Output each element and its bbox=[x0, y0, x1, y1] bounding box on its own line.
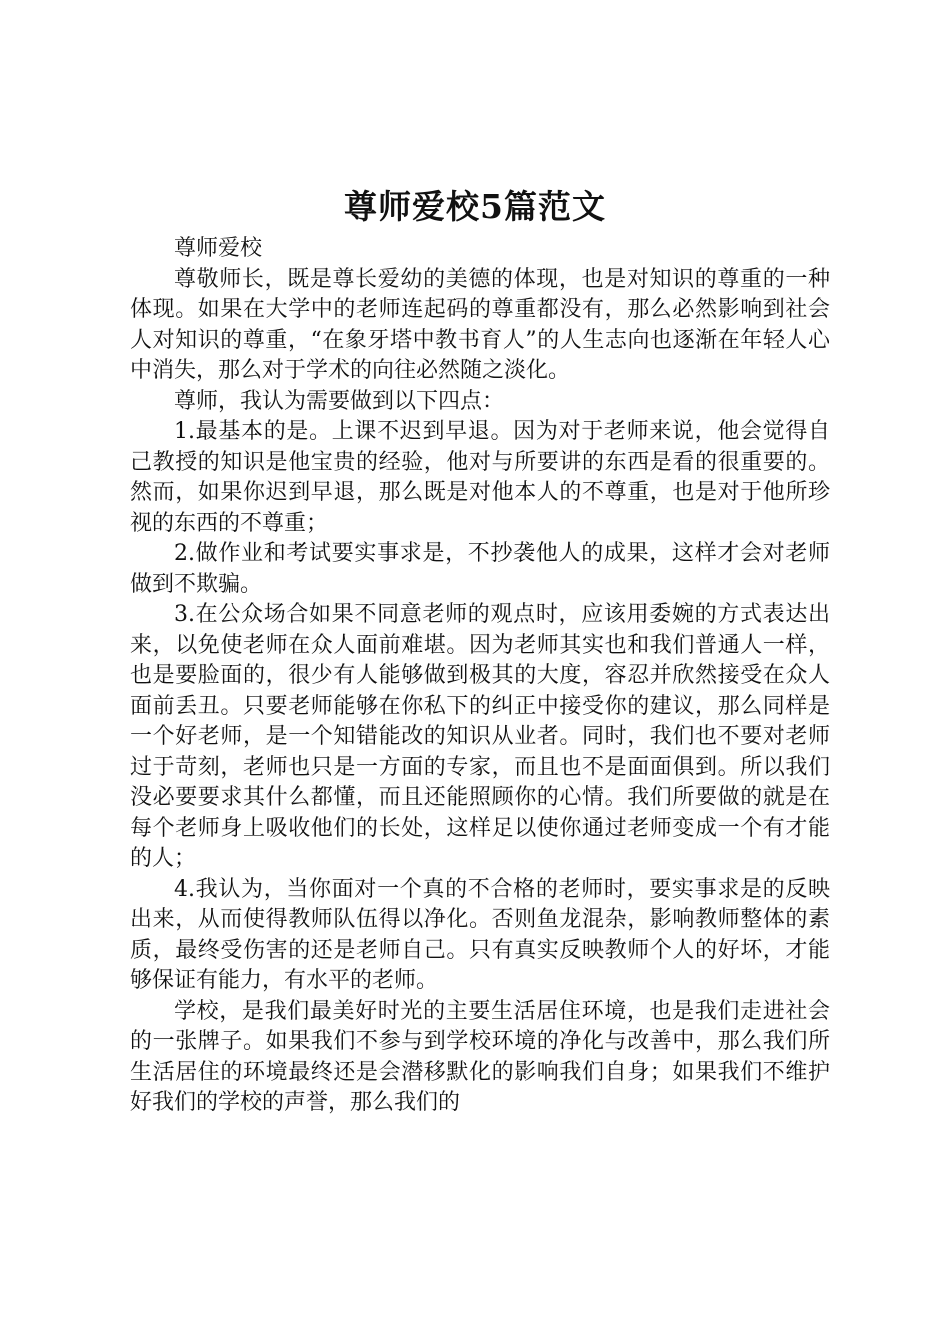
paragraph-point-2: 2.做作业和考试要实事求是，不抄袭他人的成果，这样才会对老师做到不欺骗。 bbox=[130, 541, 830, 597]
paragraph-point-1: 1.最基本的是。上课不迟到早退。因为对于老师来说，他会觉得自己教授的知识是他宝贵的经验，他对与所要讲的东西是看的很重要的。然而，如果你迟到早退，那么既是对他本人的不尊重，也是对于他所珍视的东西的不尊重； bbox=[130, 419, 830, 536]
document-title: 尊师爱校5篇范文 bbox=[344, 187, 606, 226]
paragraph-intro: 尊敬师长，既是尊长爱幼的美德的体现，也是对知识的尊重的一种体现。如果在大学中的老师连起码的尊重都没有，那么必然影响到社会人对知识的尊重，“在象牙塔中教书育人”的人生志向也逐渐在年轻人心中消失，那么对于学术的向往必然随之淡化。 bbox=[130, 266, 830, 383]
paragraph-points-lead: 尊师，我认为需要做到以下四点： bbox=[174, 388, 505, 414]
paragraph-point-4: 4.我认为，当你面对一个真的不合格的老师时，要实事求是的反映出来，从而使得教师队伍得以净化。否则鱼龙混杂，影响教师整体的素质，最终受伤害的还是老师自己。只有真实反映教师个人的好坏，才能够保证有能力，有水平的老师。 bbox=[130, 876, 830, 993]
paragraph-school: 学校，是我们最美好时光的主要生活居住环境，也是我们走进社会的一张牌子。如果我们不参与到学校环境的净化与改善中，那么我们所生活居住的环境最终还是会潜移默化的影响我们自身；如果我们不维护好我们的学校的声誉，那么我们的 bbox=[130, 998, 830, 1115]
section-heading: 尊师爱校 bbox=[174, 236, 263, 261]
document-body bbox=[130, 234, 830, 1119]
paragraph-point-3: 3.在公众场合如果不同意老师的观点时，应该用委婉的方式表达出来，以免使老师在众人面前难堪。因为老师其实也和我们普通人一样，也是要脸面的，很少有人能够做到极其的大度，容忍并欣然接受在众人面前丢丑。只要老师能够在你私下的纠正中接受你的建议，那么同样是一个好老师，是一个知错能改的知识从业者。同时，我们也不要对老师过于苛刻，老师也只是一方面的专家，而且也不是面面俱到。所以我们没必要要求其什么都懂，而且还能照顾你的心情。我们所要做的就是在每个老师身上吸收他们的长处，这样足以使你通过老师变成一个有才能的人； bbox=[130, 602, 830, 871]
